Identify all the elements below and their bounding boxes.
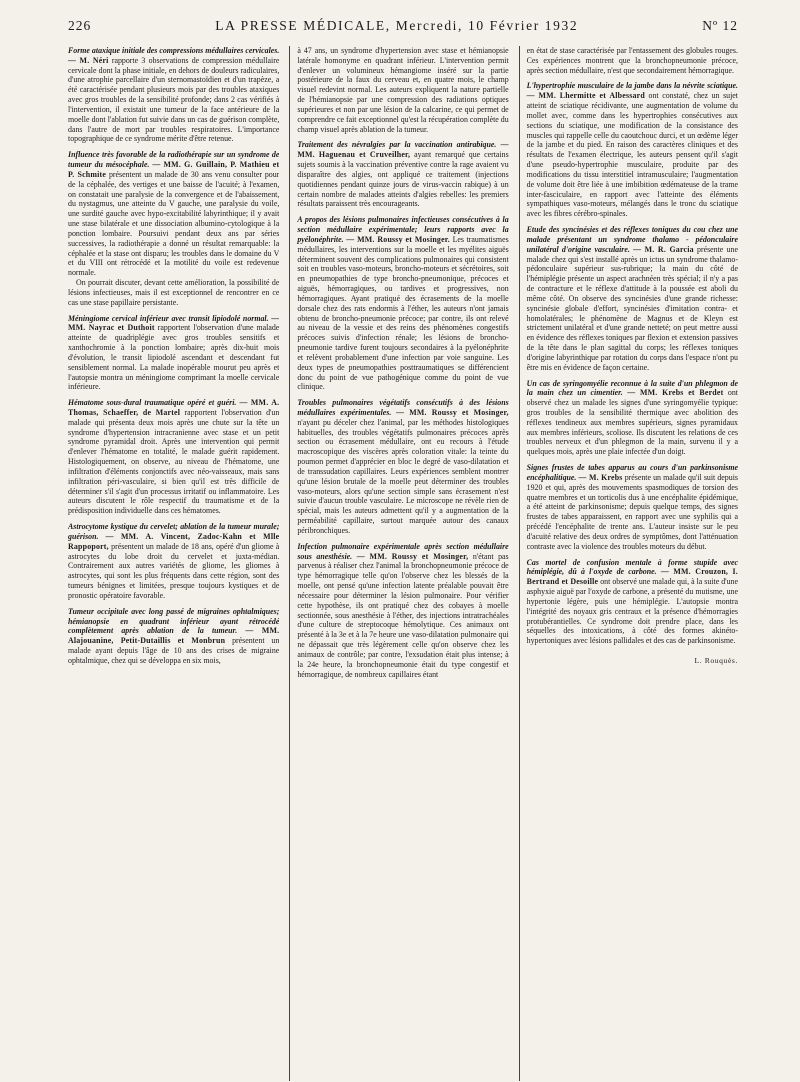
article [297,398,508,536]
article-authors: — MM. G. Guillain, P. Mathieu et P. Schmite [68,160,280,179]
article-authors: — MM. Nayrac et Duthoit [68,313,280,333]
article-title: Un cas de syringomyélie reconnue à la suite d'un phlegmon de la main chez un cimentier. [526,378,738,398]
article-paragraph [68,150,279,278]
column-3 [519,46,738,1081]
article-body: Les traumatismes médullaires, les interventions sur la moelle et les myélites aiguës déterminent souvent des complications pulmonaires qui consistent soit en troubles vaso-moteurs, broncho-moteurs et sécrétoires, soit en pneumopathies de type broncho-pneumonique, précoces et aiguës, hémorragiques, ou tardives et progressives, non hémorragiques. Ayant pratiqué des écrasements de la moelle dorsale chez des rats endormis à l'éther, les auteurs n'ont jamais obtenu de broncho-pneumonie précoce; par contre, ils ont relevé au niveau de la vessie et des reins des phénomènes congestifs précoces suivis d'infection rénale; les lésions de broncho-pneumonie tardive furent toujours secondaires à la pyélonéphrite et relèvent probablement d'une infection par voie sanguine. Les deux types de pneumopathies posttraumatiques se différencient donc du point de vue pathogénique comme du point de vue clinique. [297,234,509,392]
article-title: Etude des syncinésies et des réflexes toniques du cou chez une malade présentant un syndrome thalamo - pédonculaire unilatéral d'origine vasculaire. [526,225,738,254]
article-body: présente un malade qu'il suit depuis 1920 et qui, après des mouvements spasmodiques de torsion des quatre membres et un torticolis dus à une encéphalite épidémique, a été atteint de parkinsonisme; depuis quelque temps, des signes frustes de tabes apparaissent, en rapport avec une syphilis qui a précédé l'encéphalite de trente ans. L'auteur insiste sur le peu d'acuité relative des deux ordres de symptômes, dont l'atténuation contraste avec la violence des troubles moteurs du début. [526,472,738,551]
article [68,314,279,393]
article-body: à 47 ans, un syndrome d'hypertension avec stase et hémianopsie latérale homonyme en quadrant inférieur. L'intervention permit d'enlever un volumineux hémangiome inséré sur la partie postérieure de la faux du cerveau et, en quatre mois, le champ visuel redevint normal. Les auteurs expliquent la nature partielle de l'hémianopsie par une compression des radiations optiques supérieures et non par une lésion de la calcarine, ce qui permet de comprendre ce fait exceptionnel qu'est la récupération complète du champ visuel après ablation de la tumeur. [297,46,509,134]
article-paragraph [297,140,508,209]
article-authors: — MM. A. Vincent, Zadoc-Kahn et Mlle Rappoport, [68,531,280,551]
article-authors: — MM. Alajouanine, Petit-Dutaillis et Monbrun [68,626,280,646]
article [527,46,738,75]
article-paragraph [527,558,738,646]
page-number: 226 [68,18,92,33]
article-paragraph [527,463,738,551]
article-authors: — MM. A. Thomas, Schaeffer, de Martel [68,398,280,417]
article-title: Forme ataxique initiale des compressions médullaires cervicales. [68,46,280,55]
article [297,215,508,392]
article-body: ont observé chez un malade les signes d'une syringomyélie typique: gros troubles de la sensibilité thermique avec abolition des réflexes tendineux aux membres supérieurs, signes pyramidaux aux membres inférieurs, scoliose. Ils discutent les relations de ces troubles nerveux et d'un phlegmon de la main, survenu il y a quelques mois, après une plaie infectée d'un doigt. [526,388,738,457]
article-body: présentent un malade ayant depuis l'âge de 10 ans des crises de migraine ophtalmique, chez qui se développa en six mois, [68,636,280,665]
article [527,81,738,219]
article-paragraph [297,398,508,536]
article-body: n'étant pas parvenus à réaliser chez l'animal la bronchopneumonie précoce de type hémorragique telle qu'on l'observe chez les blessés de la moelle, ont pensé qu'une infection latente préalable pouvait être nécessaire pour déterminer la lésion pulmonaire. Pour vérifier cette hypothèse, ils ont pratiqué chez des cobayes à moelle sectionnée, sous anesthésie à l'éther, des injections intratrachéales d'une culture de streptocoque hémolytique. Ces animaux ont présenté à la 3e et à la 7e heure une vaso-dilatation pulmonaire qui ne dépassait que très légèrement celle qu'on observe chez les animaux de contrôle; par contre, l'exsudation était plus intense; à la 24e heure, la bronchopneumonie était du type congestif et hémorragique, de nombreux capillaires étant [297,551,509,679]
article-title: Infection pulmonaire expérimentale après section médullaire sous anesthésie. [297,541,509,561]
column-1 [68,46,279,1081]
article [68,46,279,144]
article-title: Astrocytome kystique du cervelet; ablation de la tumeur murale; guérison. [68,522,280,541]
article-title: Troubles pulmonaires végétatifs consécutifs à des lésions médullaires expérimentales. [297,398,509,417]
article-authors: — MM. Krebs et Berdet [627,388,724,398]
article-body: ayant remarqué que certains sujets soumis à la vaccination préventive contre la rage avaient vu disparaître des algies, ont appliqué ce traitement (injections quotidiennes pendant quinze jours de virus-vaccin rabique) à un certain nombre de malades atteints d'algies rebelles: les premiers résultats paraissent très encourageants. [297,150,509,209]
article-paragraph [527,225,738,372]
article-body: en état de stase caractérisée par l'entassement des globules rouges. Ces expériences montrent que la bronchopneumonie précoce, après section médullaire, n'est que secondairement hémorragique. [526,46,738,75]
article-title: A propos des lésions pulmonaires infectieuses consécutives à la section médullaire expérimentale; leurs rapports avec la pyélonéphrite. [297,215,509,244]
page-header [68,18,738,42]
article [297,542,508,680]
article-body: rapporte 3 observations de compression médullaire cervicale dont la phase initiale, en dehors de douleurs radiculaires, d'une atrophie parcellaire d'un sternomastoïdien et d'un trapèze, a été caractérisée pendant plusieurs mois par des troubles ataxiques avec gros troubles de la sensibilité profonde; dans 2 cas vérifiés à l'intervention, il existait une tumeur de la face antérieure de la moelle dont l'ablation fut suivie dans un cas de guérison complète, dans l'autre de mort par troubles respiratoires. L'importance topographique de ce syndrome mérite d'être retenue. [68,55,280,144]
article-body: présentent un malade de 30 ans venu consulter pour de la céphalée, des vertiges et une baisse de l'acuité; à l'examen, on constatait une paralysie de la convergence et de l'abaissement, du nystagmus, une atteinte du V gauche, une paralysie du voile, une surdité gauche avec hypo-excitabilité labyrinthique; il y avait une stase bilatérale et une dissociation albumino-cytologique à la ponction lombaire. Poursuivi pendant deux ans par séries successives, la radiothérapie a donné un résultat remarquable: la céphalée et la stase ont disparu; les troubles dans le domaine du V et du VIII ont rétrocédé et la motilité du voile est redevenue normale. [68,169,280,278]
article-extra-paragraph: On pourrait discuter, devant cette amélioration, la possibilité de lésions infectieuses, mais il est exceptionnel de rencontrer en ce cas une stase papillaire persistante. [68,278,280,307]
article-paragraph [527,46,738,75]
article-body: rapportent l'observation d'une malade atteinte de quadriplégie avec gros troubles sensitifs et xanthochromie à la ponction lombaire; après dix-huit mois d'évolution, le transit lipiodolé ascendant et descendant fut sensiblement normal. La malade inopérable mourut peu après et l'autopsie montra un méningiome comprimant la moelle cervicale inférieure. [68,323,280,392]
article-title: Méningiome cervical inférieur avec transit lipiodolé normal. [68,313,269,323]
article [527,463,738,551]
article-title: Traitement des névralgies par la vaccination antirabique. [297,140,497,150]
article [68,150,279,307]
article-title: L'hypertrophie musculaire de la jambe dans la névrite sciatique. [526,81,738,91]
article-paragraph [297,215,508,392]
article [297,46,508,134]
article-authors: — M. R. Garcia [633,244,694,254]
article-authors: — MM. Roussy et Mosinger, [356,551,469,561]
article-body: ont constaté, chez un sujet atteint de sciatique récidivante, une augmentation de volume du mollet avec, comme dans les hypertrophies consécutives aux sections du sciatique, une modification de la consistance des muscles qui rappelle celle du caoutchouc durci, et un œdème léger de la jambe et du pied. En raison des caractères cliniques et des résultats de l'examen électrique, les auteurs pensent qu'il s'agit d'une pseudo-hypertrophie musculaire, produite par des modifications du tissu interstitiel intramusculaire; l'augmentation de volume doit être liée à une imbibition œdémateuse de la trame inter-fasciculaire, en rapport avec l'atteinte des éléments sympathiques vaso-moteurs, mélangés dans le tronc du sciatique avec les fibres cérébro-spinales. [526,91,738,219]
article-columns [68,46,738,1081]
column-2 [289,46,508,1081]
article [68,398,279,516]
article-title: Cas mortel de confusion mentale à forme stupide avec hémiplégie, dû à l'oxyde de carbone. [526,557,738,577]
article-authors: — MM. Haguenau et Cruveilher, [297,140,509,160]
article-title: Tumeur occipitale avec long passé de migraines ophtalmiques; hémianopsie en quadrant inférieur ayant rétrocédé complètement après ablation de la tumeur. [68,606,280,636]
article-body: rapportent l'observation d'un malade qui présenta deux mois après une chute sur la tête un syndrome d'hypertension intracranienne avec stase et un petit syndrome pyramidal droit. Après une intervention qui permit d'enlever l'hématome en totalité, le malade guérit rapidement. Histologiquement, on observe, au niveau de l'hématome, une infiltration d'éléments conjonctifs avec néo-vaisseaux, mais sans infiltration péri-vasculaire, si bien qu'il est très difficile de déterminer s'il s'agit d'un processus irritatif ou inflammatoire. Les auteurs discutent le rôle respectif du traumatisme et de la prédisposition individuelle dans ces hématomes. [68,407,280,516]
article-paragraph [68,46,279,144]
article-paragraph [527,379,738,458]
article-paragraph [68,314,279,393]
article-authors: — M. Néri [68,55,109,65]
article [68,522,279,601]
article [527,225,738,372]
article [527,558,738,646]
article-paragraph [297,46,508,134]
article-paragraph [68,522,279,601]
article-body: n'ayant pu déceler chez l'animal, par les méthodes histologiques habituelles, des troubles végétatifs pulmonaires précoces après section ou écrasement médullaire, ont eu recours à l'étude macroscopique des viscères après coloration vitale: la teinte du poumon permet d'apprécier en bloc le degré de vaso-dilatation et de transsudation capillaires. Leurs expériences semblent montrer qu'une lésion brutale de la moelle peut déterminer des troubles vaso-moteurs, alors qu'une section simple sans écrasement n'est suivie d'aucun trouble vasculaire. Le microscope ne révèle rien de spécial, mais les auteurs admettent qu'il y a augmentation de la perméabilité capillaire, surtout marquée autour des canaux péribronchiques. [297,417,509,535]
article-authors: — M. Krebs [578,472,623,482]
article-paragraph [297,542,508,680]
issue-date: Mercredi, 10 Février 1932 [395,18,579,33]
article-authors: — MM. Crouzon, I. Bertrand et Desoille [526,567,738,587]
author-signature: L. Rouquès. [694,656,738,666]
article-authors: — MM. Roussy et Mosinger. [346,234,450,244]
issue-number: Nº 12 [702,18,738,33]
article [68,607,279,666]
article-body: présentent un malade de 18 ans, opéré d'un gliome à astrocytes du lobe droit du cervelet et juxta-médian. Contrairement aux autres variétés de gliome, les gliomes à astrocytes, qui sont les plus fréquents dans cette région, sont des tumeurs bénignes et limitées, presque toujours kystiques et de pronostic opératoire favorable. [68,541,280,600]
article-paragraph [68,398,279,516]
article-body: ont observé une malade qui, à la suite d'une asphyxie aiguë par l'oxyde de carbone, a présenté du mutisme, une hypertonie légère, puis une hémiplégie. L'autopsie montra l'intégrité des noyaux gris centraux et la présence d'hémorragies protubérantielles. Ce syndrome doit prendre place, dans les séquelles des intoxications, à côté des formes akinéto-hypertoniques avec lésions pallidales et des cas de parkinsonisme. [526,577,738,646]
article-title: Signes frustes de tabes apparus au cours d'un parkinsonisme encéphalitique. [526,463,738,482]
article-title: Hématome sous-dural traumatique opéré et guéri. [68,398,237,408]
article-paragraph [68,607,279,666]
article-body: présente une malade chez qui s'est installé après un ictus un syndrome thalamo-pédonculaire supérieur sus-rubrique; la main du côté de l'hémiplégie présente un aspect arachnéen très spécial; il n'y a pas de contracture et le réflexe d'attitude à la poussée est aboli du même côté. On observe des syncinésies d'une grande richesse: syncinésie globale d'effort, syncinésies d'imitation contra- et homolatérales; le phénomène de Magnus et de Kleyn est strictement unilatéral et d'une grande netteté; on peut mettre aussi en évidence des réflexes toniques par flexion et extension passives de la tête dans le plan sagittal du corps; les réflexes toniques d'origine labyrinthique par rotation du corps dans l'espace n'ont pu être mis en évidence de façon certaine. [526,244,738,372]
article [297,140,508,209]
article-paragraph [527,81,738,219]
article-authors: — MM. Lhermitte et Albessard [526,91,645,101]
article [527,379,738,458]
journal-title: LA PRESSE MÉDICALE, [215,18,391,33]
article-authors: — MM. Roussy et Mosinger, [396,407,509,417]
journal-header [215,18,578,34]
article-title: Influence très favorable de la radiothérapie sur un syndrome de tumeur du mésocéphale. [68,150,280,170]
